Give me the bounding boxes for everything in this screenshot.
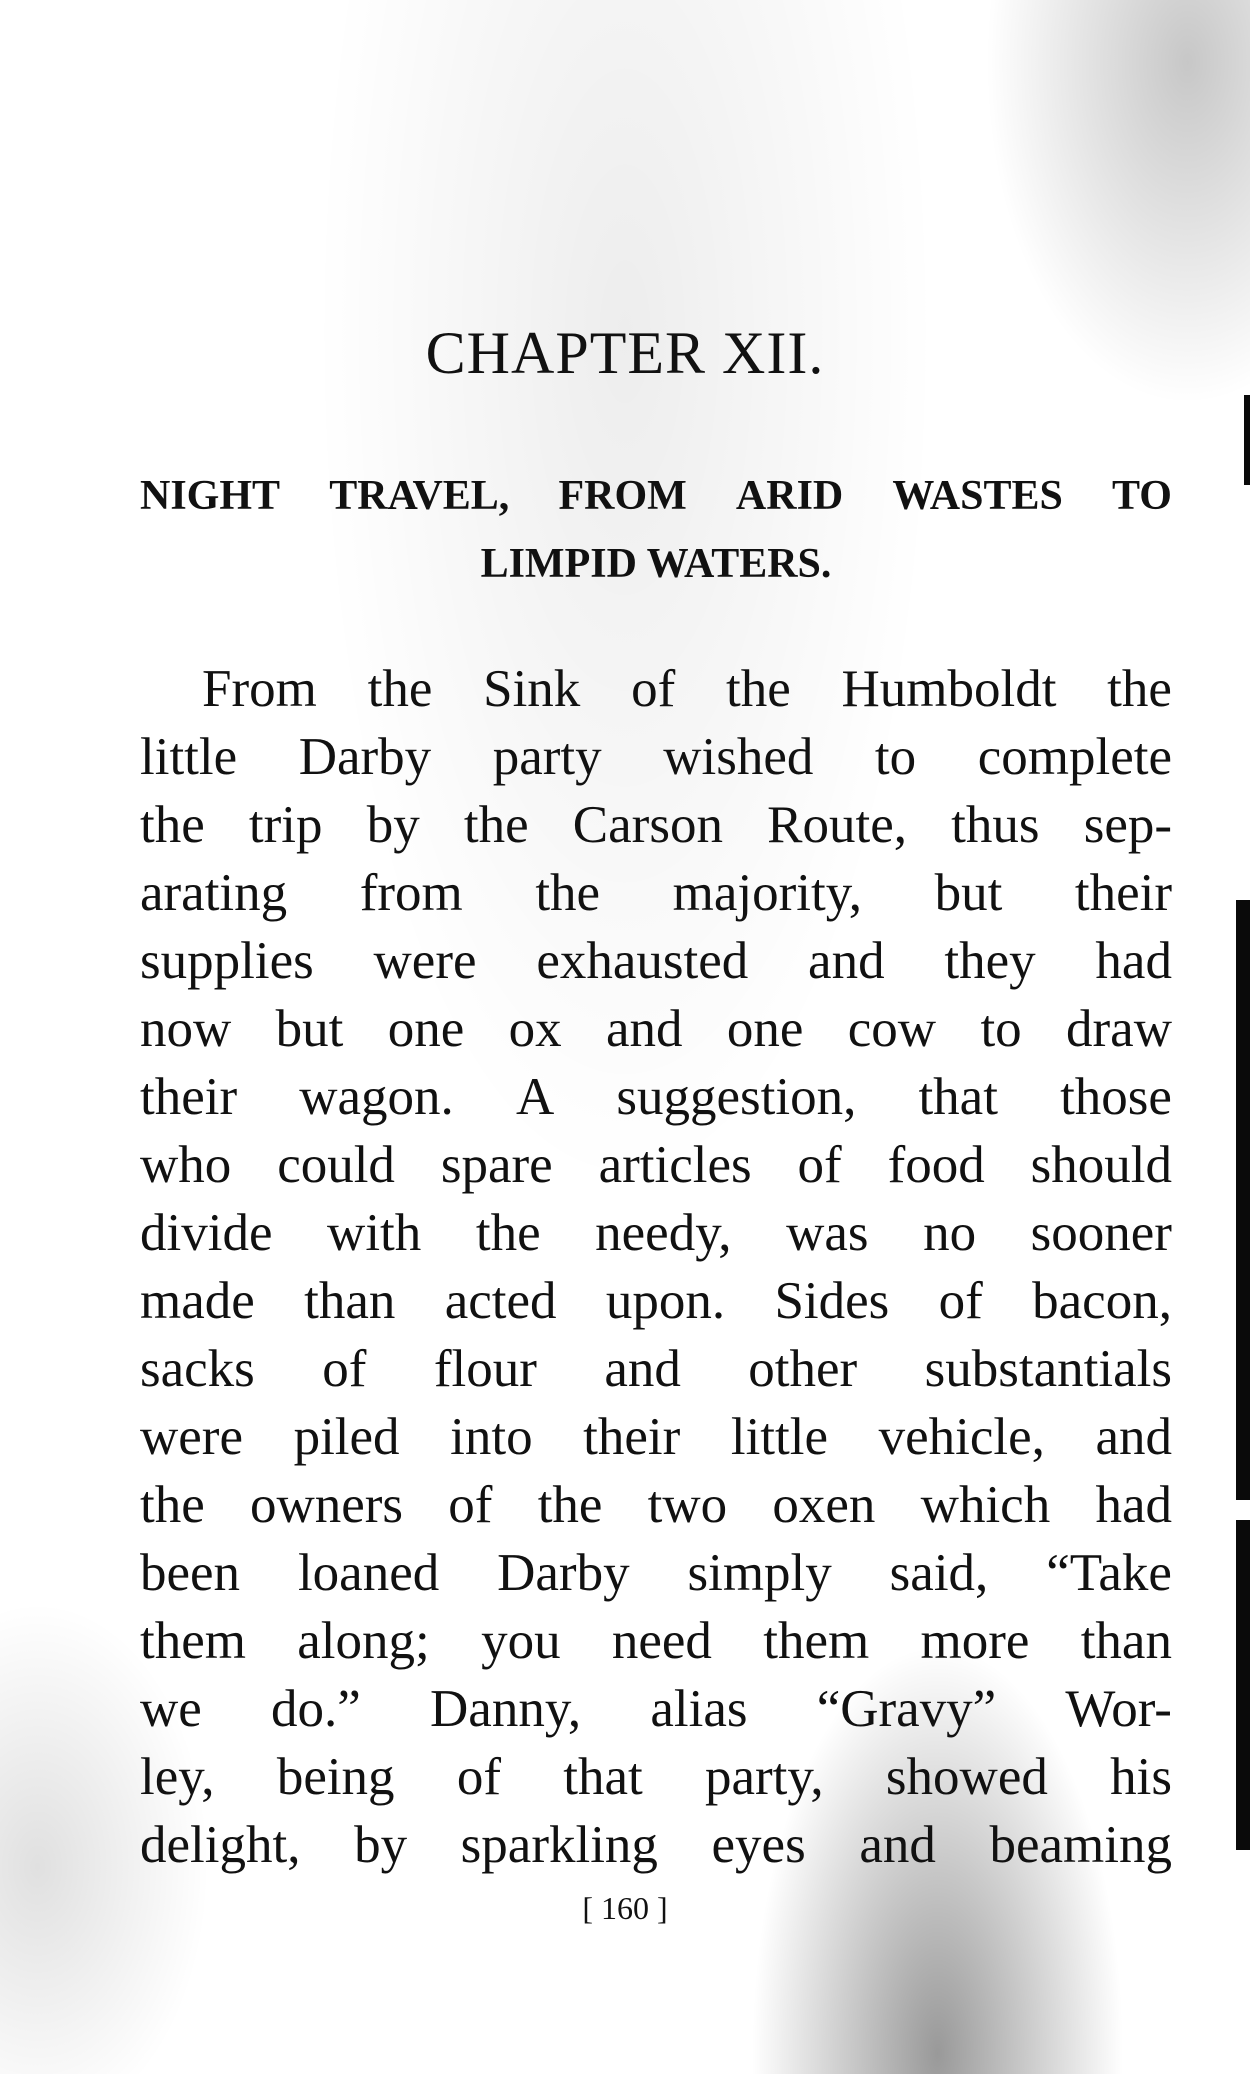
word: the xyxy=(725,660,791,718)
word: of xyxy=(448,1476,493,1534)
word: and xyxy=(808,932,885,990)
word: sep- xyxy=(1083,796,1172,854)
word: do.” xyxy=(271,1680,361,1738)
word: Sides xyxy=(774,1272,890,1330)
word: trip xyxy=(248,796,323,854)
word: and xyxy=(605,1000,683,1058)
word: Route, xyxy=(767,796,907,854)
subtitle-word: FROM xyxy=(558,473,687,519)
word: two xyxy=(647,1476,728,1534)
text-line xyxy=(140,655,1172,723)
word: wagon. xyxy=(299,1068,454,1126)
subtitle-word: ARID xyxy=(735,473,844,519)
text-line xyxy=(140,1471,1172,1539)
word: the xyxy=(140,1476,205,1534)
word: flour xyxy=(433,1340,537,1398)
word: need xyxy=(611,1612,712,1670)
word: we xyxy=(140,1680,202,1738)
word: owners xyxy=(249,1476,404,1534)
word: the xyxy=(367,660,433,718)
word: sacks xyxy=(140,1340,255,1398)
word: Darby xyxy=(298,728,432,786)
word: should xyxy=(1030,1136,1172,1194)
word: Carson xyxy=(572,796,723,854)
text-line xyxy=(140,1267,1172,1335)
subtitle-word: TO xyxy=(1112,473,1172,519)
word: and xyxy=(604,1340,681,1398)
text-line xyxy=(140,1675,1172,1743)
text-line xyxy=(140,1063,1172,1131)
word: with xyxy=(327,1204,422,1262)
word: the xyxy=(535,864,601,922)
word: were xyxy=(140,1408,243,1466)
chapter-subtitle xyxy=(140,462,1172,598)
chapter-title: CHAPTER XII. xyxy=(425,320,825,386)
text-line xyxy=(140,1403,1172,1471)
word: along; xyxy=(297,1612,430,1670)
word: sooner xyxy=(1030,1204,1172,1262)
text-line xyxy=(140,791,1172,859)
text-line xyxy=(140,1539,1172,1607)
word: simply xyxy=(687,1544,832,1602)
text-line xyxy=(140,723,1172,791)
word: of xyxy=(797,1136,842,1194)
text-line xyxy=(140,995,1172,1063)
word: that xyxy=(918,1068,998,1126)
word: could xyxy=(277,1136,395,1194)
text-line xyxy=(140,859,1172,927)
word: that xyxy=(563,1748,643,1806)
word: his xyxy=(1110,1748,1172,1806)
word: “Gravy” xyxy=(816,1680,997,1738)
word: of xyxy=(322,1340,367,1398)
word: Sink xyxy=(483,660,581,718)
text-line xyxy=(140,927,1172,995)
word: to xyxy=(874,728,917,786)
word: the xyxy=(537,1476,603,1534)
page-number: [ 160 ] xyxy=(582,1890,668,1926)
word: upon. xyxy=(605,1272,726,1330)
word: now xyxy=(140,1000,232,1058)
word: delight, xyxy=(140,1816,301,1874)
word: been xyxy=(140,1544,241,1602)
word: sparkling xyxy=(460,1816,658,1874)
word: majority, xyxy=(672,864,863,922)
word: of xyxy=(938,1272,983,1330)
body-paragraph xyxy=(140,655,1172,1879)
word: Humboldt xyxy=(841,660,1057,718)
word: bacon, xyxy=(1032,1272,1172,1330)
text-line xyxy=(140,1743,1172,1811)
word: the xyxy=(140,796,205,854)
word: one xyxy=(726,1000,804,1058)
word: oxen xyxy=(772,1476,876,1534)
word: them xyxy=(140,1612,246,1670)
subtitle-word: WASTES xyxy=(892,473,1063,519)
word: little xyxy=(140,728,238,786)
word: complete xyxy=(977,728,1172,786)
word: to xyxy=(980,1000,1022,1058)
word: articles xyxy=(598,1136,752,1194)
word: no xyxy=(923,1204,977,1262)
word: suggestion, xyxy=(616,1068,857,1126)
word: Danny, xyxy=(430,1680,582,1738)
word: into xyxy=(450,1408,533,1466)
text-line xyxy=(140,1811,1172,1879)
word: and xyxy=(859,1816,936,1874)
word: draw xyxy=(1066,1000,1172,1058)
word: had xyxy=(1095,932,1172,990)
word: party xyxy=(492,728,602,786)
word: Wor- xyxy=(1065,1680,1172,1738)
word: wished xyxy=(663,728,814,786)
word: them xyxy=(763,1612,870,1670)
word: exhausted xyxy=(536,932,749,990)
word: said, xyxy=(889,1544,989,1602)
word: the xyxy=(1107,660,1172,718)
binding-shadow xyxy=(1236,1520,1250,1850)
word: made xyxy=(140,1272,255,1330)
word: alias xyxy=(650,1680,748,1738)
word: loaned xyxy=(297,1544,440,1602)
word: was xyxy=(786,1204,869,1262)
word: A xyxy=(515,1068,555,1126)
word: vehicle, xyxy=(878,1408,1045,1466)
word: divide xyxy=(140,1204,273,1262)
word: cow xyxy=(847,1000,937,1058)
word: their xyxy=(140,1068,238,1126)
word: their xyxy=(583,1408,681,1466)
word: ox xyxy=(508,1000,562,1058)
word: but xyxy=(275,1000,344,1058)
word: you xyxy=(481,1612,561,1670)
word: from xyxy=(359,864,463,922)
text-line xyxy=(140,1199,1172,1267)
word: who xyxy=(140,1136,232,1194)
text-line xyxy=(140,1131,1172,1199)
subtitle-line-1 xyxy=(140,462,1172,530)
word: From xyxy=(202,660,317,718)
word: other xyxy=(748,1340,858,1398)
word: supplies xyxy=(140,932,314,990)
word: party, xyxy=(704,1748,824,1806)
word: eyes xyxy=(711,1816,806,1874)
word: beaming xyxy=(989,1816,1172,1874)
word: of xyxy=(631,660,676,718)
word: spare xyxy=(440,1136,553,1194)
word: those xyxy=(1060,1068,1172,1126)
subtitle-word: NIGHT xyxy=(140,473,281,519)
binding-shadow xyxy=(1244,395,1250,485)
word: little xyxy=(730,1408,829,1466)
word: had xyxy=(1095,1476,1172,1534)
text-line xyxy=(140,1335,1172,1403)
word: by xyxy=(366,796,420,854)
word: they xyxy=(944,932,1036,990)
word: being xyxy=(276,1748,395,1806)
word: but xyxy=(934,864,1003,922)
word: the xyxy=(463,796,529,854)
subtitle-line-2: LIMPID WATERS. xyxy=(480,541,832,587)
word: ley, xyxy=(140,1748,215,1806)
word: showed xyxy=(885,1748,1048,1806)
word: more xyxy=(920,1612,1030,1670)
subtitle-word: TRAVEL, xyxy=(329,473,510,519)
word: their xyxy=(1074,864,1172,922)
word: piled xyxy=(293,1408,400,1466)
word: arating xyxy=(140,864,288,922)
word: were xyxy=(373,932,477,990)
word: one xyxy=(387,1000,465,1058)
word: food xyxy=(887,1136,985,1194)
word: needy, xyxy=(595,1204,732,1262)
word: of xyxy=(456,1748,501,1806)
text-line xyxy=(140,1607,1172,1675)
word: substantials xyxy=(924,1340,1172,1398)
word: than xyxy=(1080,1612,1172,1670)
word: “Take xyxy=(1046,1544,1172,1602)
word: acted xyxy=(444,1272,557,1330)
word: and xyxy=(1095,1408,1172,1466)
word: by xyxy=(354,1816,408,1874)
word: Darby xyxy=(497,1544,630,1602)
word: which xyxy=(920,1476,1051,1534)
word: the xyxy=(475,1204,541,1262)
binding-shadow xyxy=(1236,900,1250,1500)
word: thus xyxy=(951,796,1040,854)
word: than xyxy=(304,1272,396,1330)
